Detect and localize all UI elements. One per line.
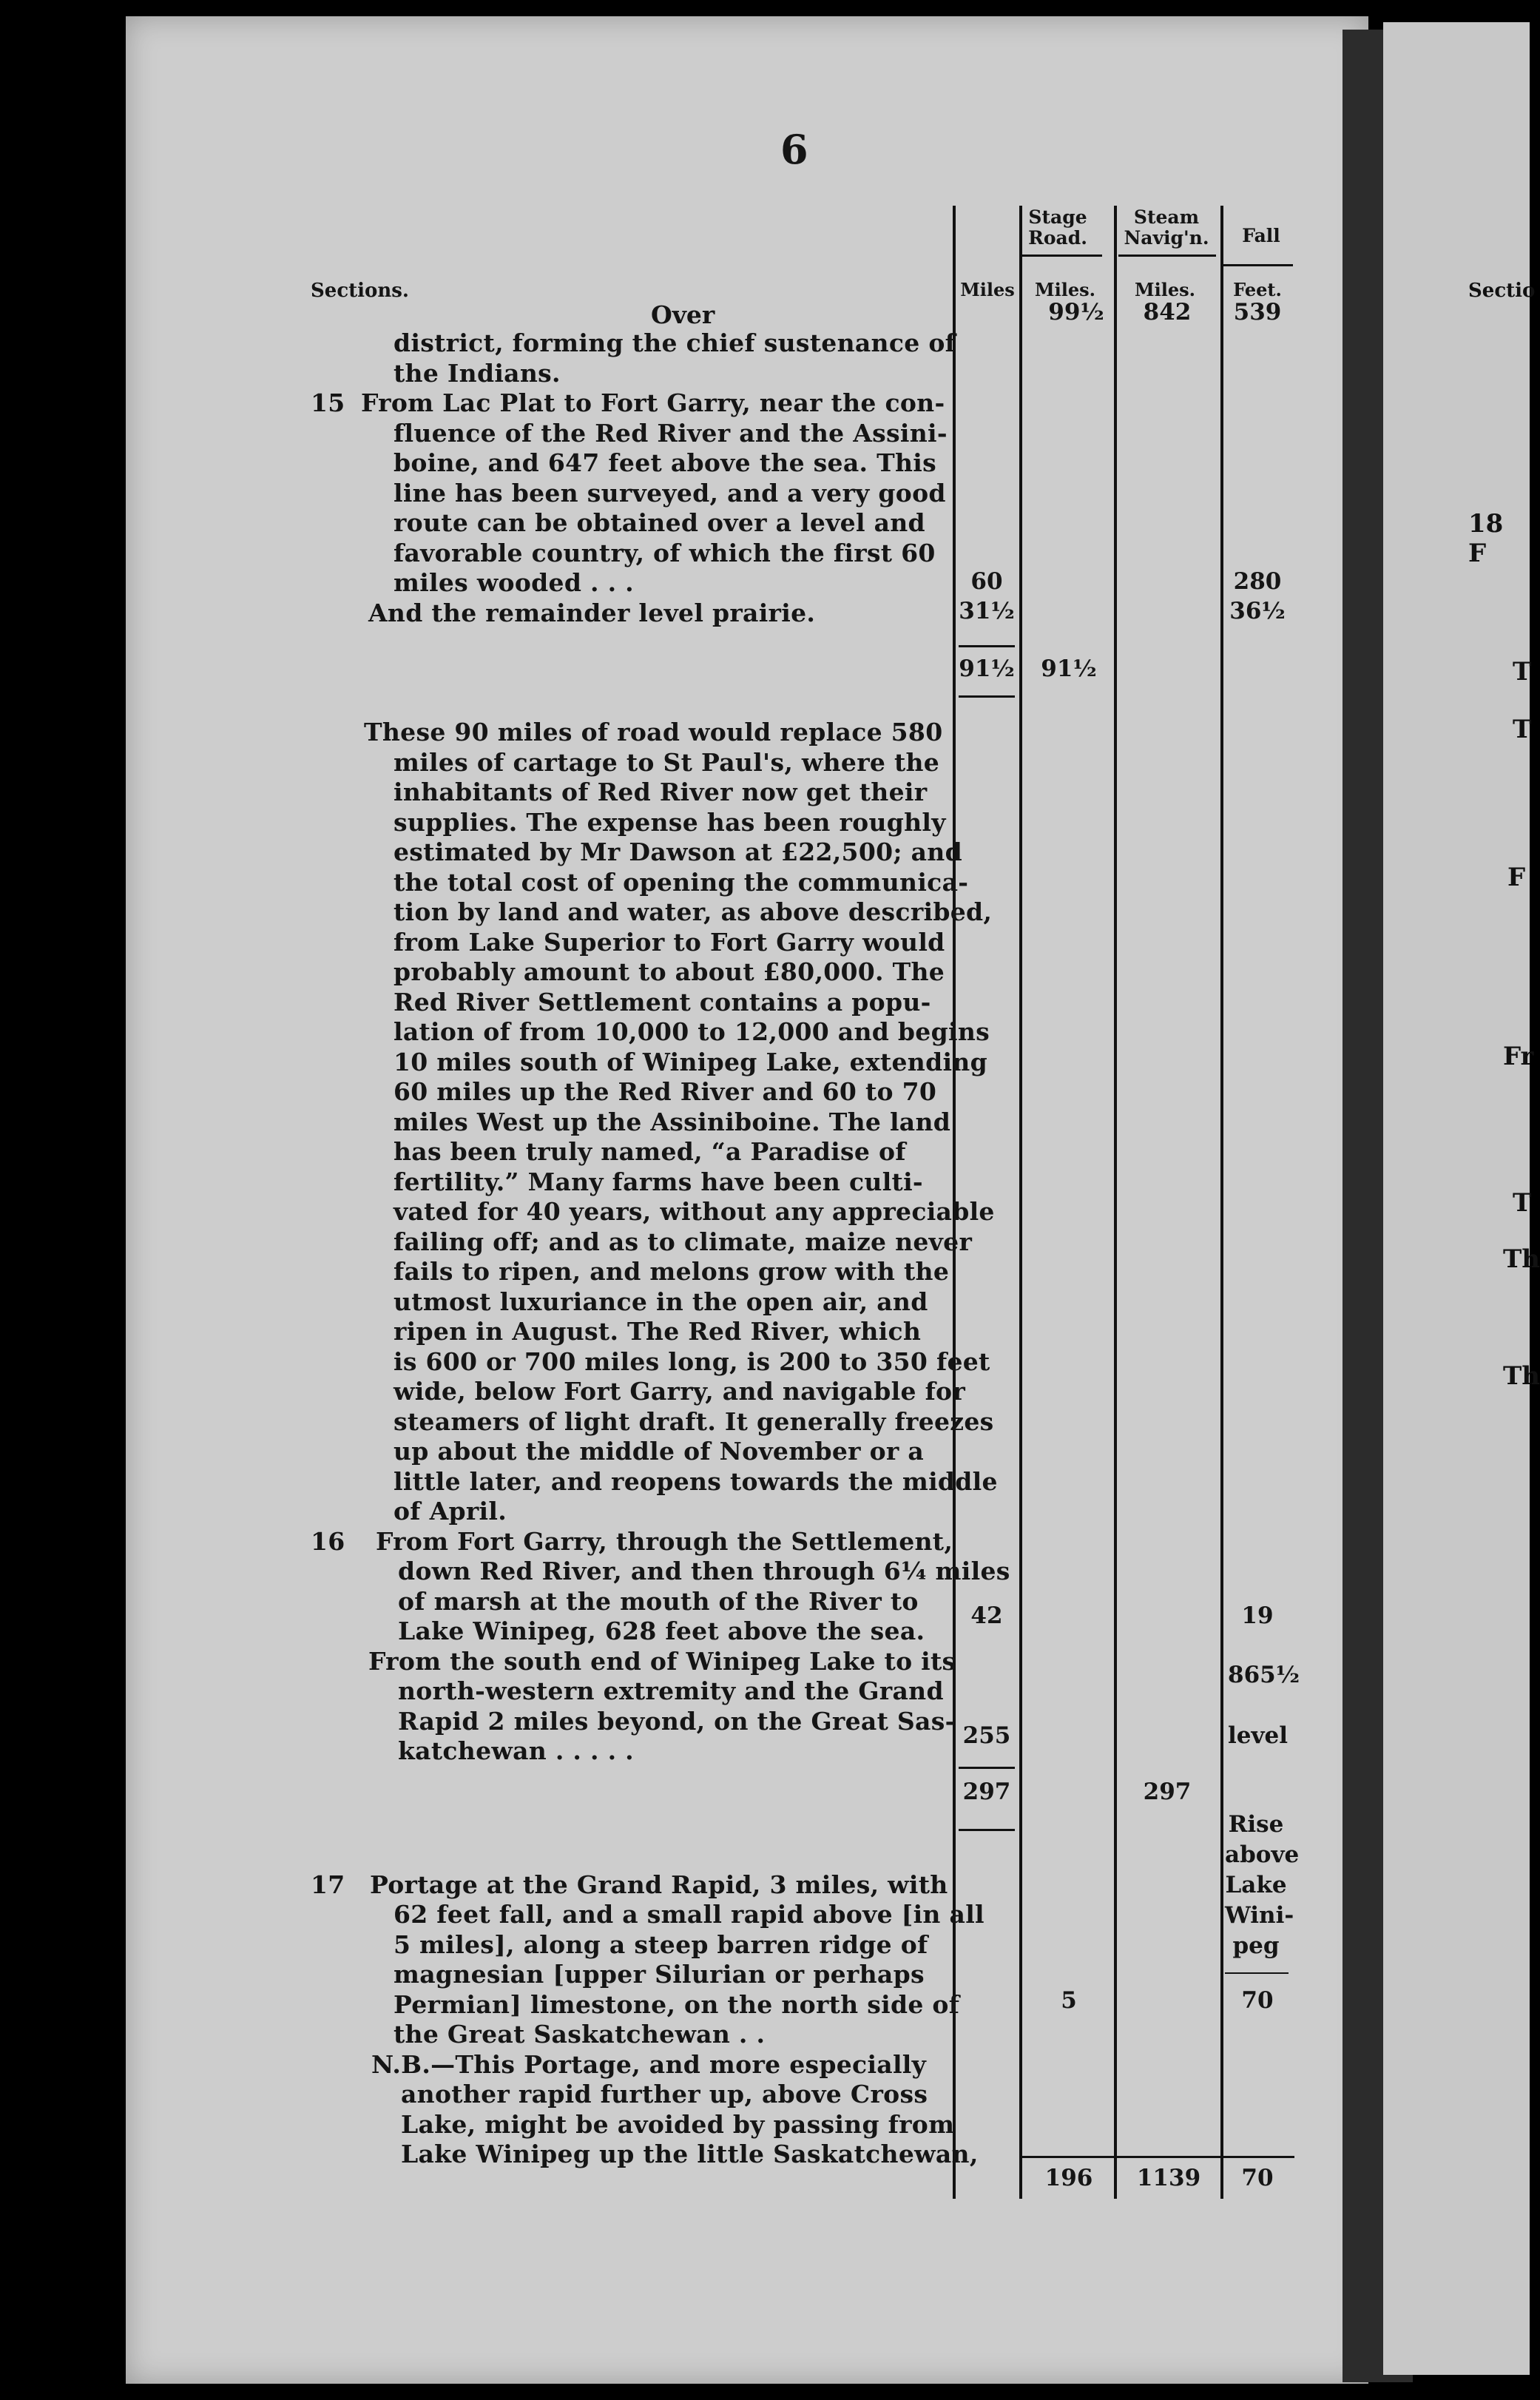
text-line: ripen in August. The Red River, which (394, 1317, 922, 1346)
subtotal-91-stage: 91½ (1041, 655, 1097, 682)
s15-miles-60: 60 (970, 568, 1003, 595)
header-stage-unit: Miles. (1035, 279, 1095, 300)
subtotal-297-steam: 297 (1143, 1779, 1192, 1805)
text-line: boine, and 647 feet above the sea. This (394, 448, 936, 477)
text-line: 5 miles], along a steep barren ridge of (394, 1929, 928, 1959)
text-line: line has been surveyed, and a very good (394, 478, 946, 508)
s15-fall-36: 36½ (1229, 598, 1286, 624)
text-line: the total cost of opening the communica- (394, 867, 969, 897)
text-line: route can be obtained over a level and (394, 508, 925, 537)
adjacent-page (1383, 22, 1530, 2375)
s15-fall-280: 280 (1233, 568, 1282, 595)
header-miles: Miles (960, 279, 1015, 300)
text-line: utmost luxuriance in the open air, and (394, 1287, 928, 1316)
total-stage: 196 (1044, 2165, 1093, 2191)
text-line: up about the middle of November or a (394, 1437, 925, 1466)
total-fall: 70 (1241, 2165, 1274, 2191)
text-line: Permian] limestone, on the north side of (394, 1989, 960, 2019)
text-line: north-western extremity and the Grand (398, 1676, 944, 1705)
text-line: the Indians. (394, 358, 561, 388)
text-line: tion by land and water, as above described, (394, 897, 993, 926)
text-line: little later, and reopens towards the middle (394, 1466, 998, 1496)
text-line: steamers of light draft. It generally freezes (394, 1406, 994, 1436)
next-page-fragment: F (1507, 863, 1526, 892)
section-17 (311, 1870, 985, 2170)
text-line: fluence of the Red River and the Assini- (394, 418, 948, 448)
rule (959, 695, 1015, 698)
column-rule-4 (1220, 206, 1223, 2199)
header-stage-road: Stage Road. (1028, 206, 1087, 249)
text-line: vated for 40 years, without any appreciable (394, 1197, 995, 1226)
section-number: 17 (311, 1870, 345, 1899)
text-line: fails to ripen, and melons grow with the (394, 1257, 950, 1286)
s17-fall-70: 70 (1241, 1987, 1274, 2014)
text-line: magnesian [upper Silurian or perhaps (394, 1960, 925, 1989)
text-line: of marsh at the mouth of the River to (398, 1586, 919, 1616)
text-line: N.B.—This Portage, and more especially (371, 2049, 927, 2079)
next-page-fragment: Th (1503, 1361, 1540, 1391)
header-fall-unit: Feet. (1233, 279, 1282, 300)
text-line: favorable country, of which the first 60 (394, 538, 936, 567)
section-number: 15 (311, 388, 345, 417)
total-rule (1019, 2156, 1294, 2158)
next-page-fragment: Th (1503, 1244, 1540, 1274)
subtotal-297-miles: 297 (962, 1779, 1011, 1805)
text-line: From Lac Plat to Fort Garry, near the con- (361, 388, 945, 417)
text-line: 10 miles south of Winipeg Lake, extending (394, 1047, 987, 1076)
text-line: Rapid 2 miles beyond, on the Great Sas- (398, 1706, 956, 1736)
header-rule-stage (1022, 255, 1102, 257)
text-line: lation of from 10,000 to 12,000 and begins (394, 1017, 990, 1046)
text-line: miles of cartage to St Paul's, where the (394, 747, 940, 777)
text-line: fertility.” Many farms have been culti- (394, 1167, 923, 1196)
s16-fall-level: level (1228, 1722, 1289, 1749)
text-line: miles West up the Assiniboine. The land (394, 1107, 951, 1136)
text-line: probably amount to about £80,000. The (394, 957, 945, 986)
rule (959, 645, 1015, 647)
column-rule-2 (1019, 206, 1022, 2199)
text-line: 60 miles up the Red River and 60 to 70 (394, 1077, 937, 1106)
text-line: is 600 or 700 miles long, is 200 to 350 feet (394, 1346, 990, 1376)
text-line: from Lake Superior to Fort Garry would (394, 927, 945, 957)
next-page-fragment: T (1513, 657, 1532, 687)
text-line: wide, below Fort Garry, and navigable for (394, 1377, 966, 1406)
next-page-fragment: 18 F (1468, 509, 1504, 568)
header-steam-unit: Miles. (1135, 279, 1195, 300)
header-fall: Fall (1242, 225, 1280, 246)
text-line: the Great Saskatchewan . . (394, 2020, 766, 2049)
s16-miles-42: 42 (970, 1602, 1003, 1629)
page-number: 6 (780, 126, 808, 173)
header-steam-navig: Steam Navig'n. (1124, 206, 1209, 249)
text-line: estimated by Mr Dawson at £22,500; and (394, 837, 962, 866)
s16-fall-19: 19 (1241, 1602, 1274, 1629)
over-label: Over (651, 300, 715, 329)
next-page-fragment: T (1513, 715, 1532, 744)
text-line: district, forming the chief sustenance of (394, 328, 956, 357)
text-line: Lake Winipeg up the little Saskatchewan, (401, 2140, 979, 2168)
section-number: 16 (311, 1526, 345, 1556)
text-line: inhabitants of Red River now get their (394, 778, 928, 806)
rule (959, 1767, 1015, 1769)
text-line: Lake Winipeg, 628 feet above the sea. (398, 1617, 925, 1645)
text-line: katchewan . . . . . (398, 1736, 634, 1765)
total-steam: 1139 (1136, 2165, 1201, 2191)
column-rule-3 (1114, 206, 1117, 2199)
text-line: From Fort Garry, through the Settlement, (376, 1526, 953, 1556)
text-line: has been truly named, “a Paradise of (394, 1137, 906, 1166)
next-page-fragment: Sectio (1468, 280, 1536, 302)
text-line: 62 feet fall, and a small rapid above [in all (394, 1900, 985, 1929)
text-line: And the remainder level prairie. (368, 598, 816, 627)
s17-stage-5: 5 (1061, 1987, 1077, 2014)
s15-miles-31: 31½ (959, 598, 1015, 624)
text-line: Red River Settlement contains a popu- (394, 987, 931, 1017)
paragraph-90-miles (311, 718, 998, 1527)
over-stage: 99½ (1048, 299, 1104, 326)
text-line: From the south end of Winipeg Lake to its (368, 1646, 956, 1676)
sections-label: Sections. (311, 280, 409, 302)
over-steam: 842 (1143, 299, 1192, 326)
section-15 (311, 388, 954, 628)
next-page-fragment: Fr (1503, 1042, 1534, 1071)
next-page-fragment: T (1513, 1188, 1532, 1218)
over-fall: 539 (1233, 299, 1282, 326)
text-line: Portage at the Grand Rapid, 3 miles, with (370, 1870, 948, 1899)
text-line: down Red River, and then through 6¼ miles (398, 1557, 1010, 1585)
s16-fall-865: 865½ (1228, 1662, 1300, 1688)
subtotal-91-miles: 91½ (959, 655, 1015, 682)
s16-miles-255: 255 (962, 1722, 1011, 1749)
text-line: miles wooded . . . (394, 568, 634, 597)
text-line: failing off; and as to climate, maize never (394, 1227, 973, 1256)
text-line: supplies. The expense has been roughly (394, 807, 946, 837)
rule (959, 1829, 1015, 1831)
header-rule-steam (1118, 255, 1216, 257)
text-line: These 90 miles of road would replace 580 (364, 718, 943, 746)
header-rule-fall (1222, 264, 1293, 266)
text-line: another rapid further up, above Cross (401, 2080, 928, 2109)
continued-paragraph (311, 328, 954, 388)
text-line: of April. (394, 1497, 507, 1526)
rise-above-label: Rise above Lake Wini-peg (1225, 1811, 1300, 1959)
text-line: Lake, might be avoided by passing from (401, 2109, 955, 2139)
rule (1225, 1972, 1289, 1974)
